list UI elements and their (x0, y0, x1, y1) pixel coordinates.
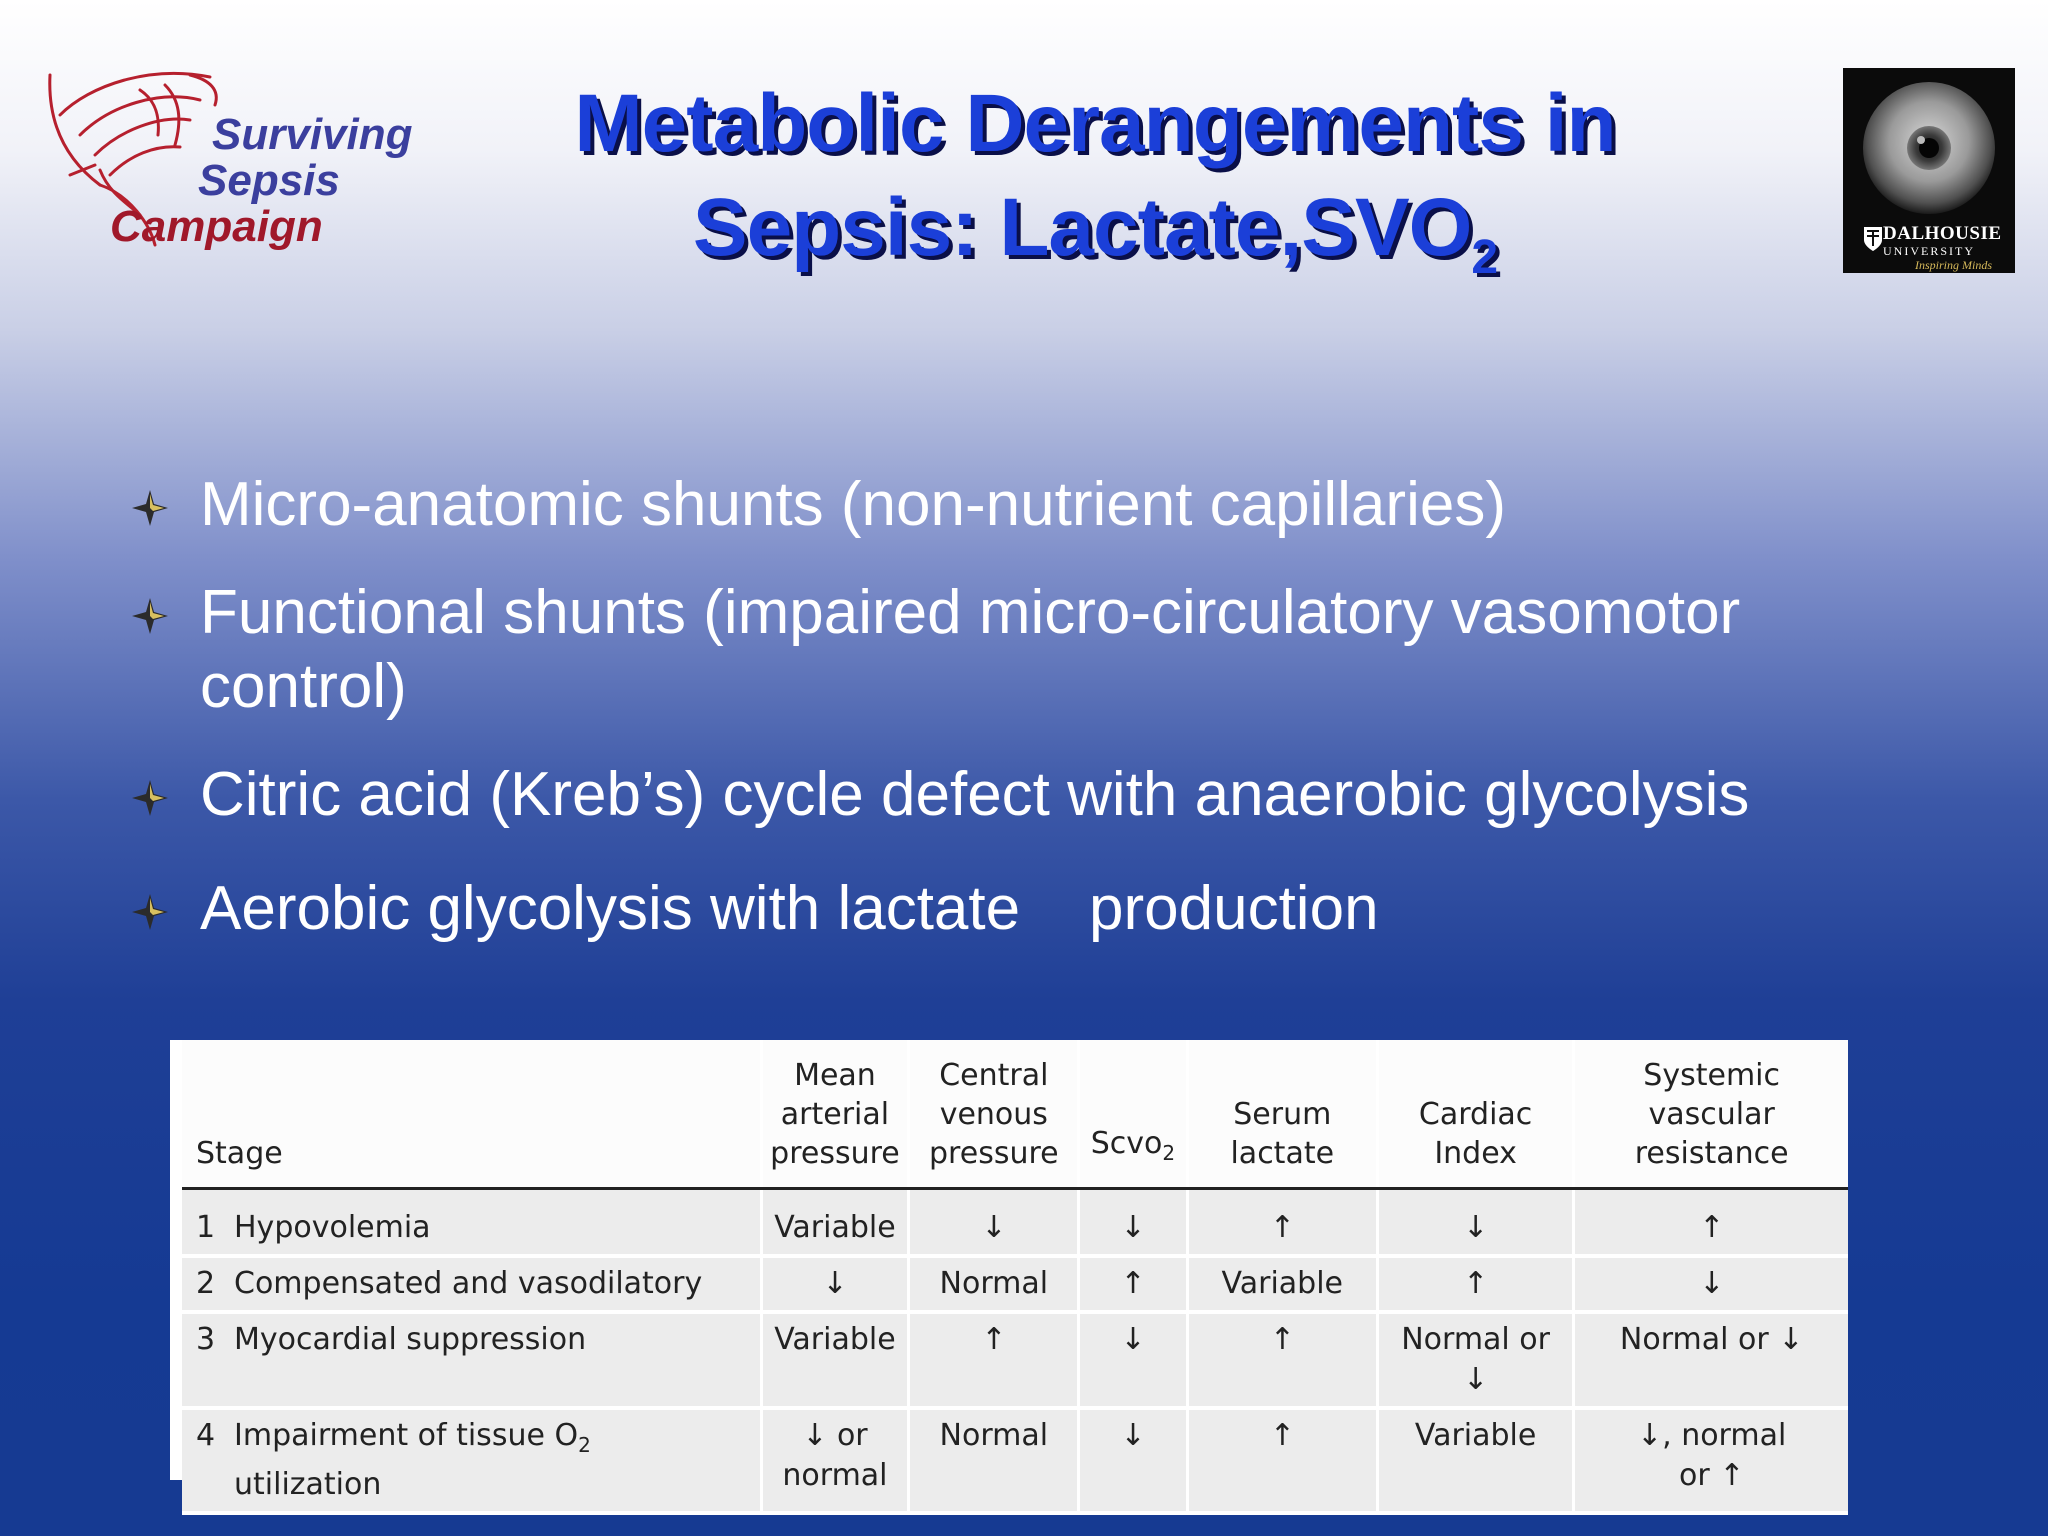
cell-lactate: ↑ (1187, 1312, 1377, 1408)
header-ci-line: Cardiac (1418, 1097, 1533, 1132)
bullet-list (130, 468, 1950, 946)
stage-label: Impairment of tissue O (234, 1418, 579, 1453)
header-svr-line: Systemic (1643, 1058, 1780, 1093)
stage-line-1 (196, 1416, 754, 1465)
cell-svr (1574, 1408, 1848, 1513)
cell-map-line: ↓ or (802, 1418, 868, 1453)
header-cvp-line: venous (939, 1097, 1048, 1132)
logo-word-surviving: Surviving (212, 110, 413, 159)
cell-scvo2: ↓ (1079, 1312, 1187, 1408)
cell-map: Variable (761, 1189, 909, 1257)
cell-svr-line: or ↑ (1678, 1458, 1745, 1493)
header-cvp-line: pressure (929, 1136, 1059, 1171)
header-cardiac-index (1377, 1040, 1573, 1189)
cell-stage (182, 1189, 761, 1257)
stage-number: 2 (196, 1266, 216, 1301)
hemodynamic-table-panel (170, 1040, 1848, 1502)
header-lactate (1187, 1040, 1377, 1189)
dalhousie-logo (1843, 68, 2015, 273)
table-row (182, 1408, 1848, 1513)
bullet-item (130, 872, 1950, 946)
cell-ci: ↓ (1377, 1189, 1573, 1257)
title-line-2-text: Sepsis: Lactate,SVO (692, 182, 1472, 273)
cell-map-line: normal (782, 1458, 888, 1493)
header-svr-line: resistance (1634, 1136, 1789, 1171)
table-header-row (182, 1040, 1848, 1189)
university-subname: UNIVERSITY (1883, 244, 1975, 258)
header-map-line: arterial (780, 1097, 890, 1132)
header-scvo2-text: Scvo (1090, 1126, 1163, 1161)
stage-number: 1 (196, 1210, 216, 1245)
cell-stage (182, 1312, 761, 1408)
table-row (182, 1189, 1848, 1257)
cell-ci: Variable (1377, 1408, 1573, 1513)
bullet-icon (130, 778, 170, 818)
header-lactate-line: lactate (1230, 1136, 1335, 1171)
cell-cvp: Normal (909, 1408, 1079, 1513)
cell-map: ↓ (761, 1256, 909, 1312)
cell-svr: ↑ (1574, 1189, 1848, 1257)
cell-ci: Normal or ↓ (1377, 1312, 1573, 1408)
header-svr-line: vascular (1648, 1097, 1775, 1132)
logo-word-campaign: Campaign (110, 202, 323, 251)
stage-number: 3 (196, 1322, 216, 1357)
bullet-icon (130, 892, 170, 932)
table-row (182, 1312, 1848, 1408)
cell-lactate: Variable (1187, 1256, 1377, 1312)
header-map-line: pressure (770, 1136, 900, 1171)
header-cvp (909, 1040, 1079, 1189)
university-motto: Inspiring Minds (1915, 258, 1993, 272)
header-stage: Stage (182, 1040, 761, 1189)
cell-svr-line: ↓, normal (1636, 1418, 1787, 1453)
university-name: DALHOUSIE (1883, 223, 2002, 244)
cell-stage (182, 1408, 761, 1513)
stage-number: 4 (196, 1418, 216, 1453)
header-scvo2-sub: 2 (1162, 1141, 1176, 1165)
title-line-1: Metabolic Derangements in (574, 78, 1616, 169)
cell-lactate: ↑ (1187, 1189, 1377, 1257)
cell-cvp: ↑ (909, 1312, 1079, 1408)
surviving-sepsis-logo (40, 55, 430, 265)
bullet-icon (130, 596, 170, 636)
bullet-item (130, 758, 1950, 832)
bullet-icon (130, 488, 170, 528)
cell-scvo2: ↓ (1079, 1189, 1187, 1257)
cell-map (761, 1408, 909, 1513)
stage-label-sub: 2 (578, 1433, 591, 1457)
slide-title (460, 72, 1730, 284)
logo-word-sepsis: Sepsis (198, 156, 340, 205)
cell-svr: Normal or ↓ (1574, 1312, 1848, 1408)
bullet-item (130, 576, 1950, 724)
cell-svr: ↓ (1574, 1256, 1848, 1312)
table-row (182, 1256, 1848, 1312)
cell-scvo2: ↓ (1079, 1408, 1187, 1513)
header-svr (1574, 1040, 1848, 1189)
hemodynamic-table (182, 1040, 1848, 1515)
header-scvo2 (1079, 1040, 1187, 1189)
cell-scvo2: ↑ (1079, 1256, 1187, 1312)
cell-ci: ↑ (1377, 1256, 1573, 1312)
stage-label: Compensated and vasodilatory (234, 1266, 703, 1301)
header-map-line: Mean (794, 1058, 876, 1093)
bullet-text: Aerobic glycolysis with lactate production (200, 874, 1379, 943)
bullet-text: Functional shunts (impaired micro-circulatory vasomotor control) (200, 578, 1741, 721)
cell-cvp: ↓ (909, 1189, 1079, 1257)
stage-label-cont: utilization (234, 1467, 382, 1502)
header-cvp-line: Central (939, 1058, 1049, 1093)
cell-cvp: Normal (909, 1256, 1079, 1312)
header-ci-line: Index (1434, 1136, 1517, 1171)
header-map (761, 1040, 909, 1189)
bullet-text: Citric acid (Kreb’s) cycle defect with anaerobic glycolysis (200, 760, 1750, 829)
cell-lactate: ↑ (1187, 1408, 1377, 1513)
bullet-item (130, 468, 1950, 542)
title-line-2 (460, 176, 1730, 284)
header-lactate-line: Serum (1233, 1097, 1332, 1132)
bullet-text: Micro-anatomic shunts (non-nutrient capillaries) (200, 470, 1506, 539)
stage-label: Myocardial suppression (234, 1322, 587, 1357)
eye-icon (1843, 68, 2015, 218)
title-subscript: 2 (1471, 231, 1498, 284)
cell-map: Variable (761, 1312, 909, 1408)
stage-label: Hypovolemia (234, 1210, 431, 1245)
stage-line-2 (196, 1465, 754, 1505)
cell-stage (182, 1256, 761, 1312)
